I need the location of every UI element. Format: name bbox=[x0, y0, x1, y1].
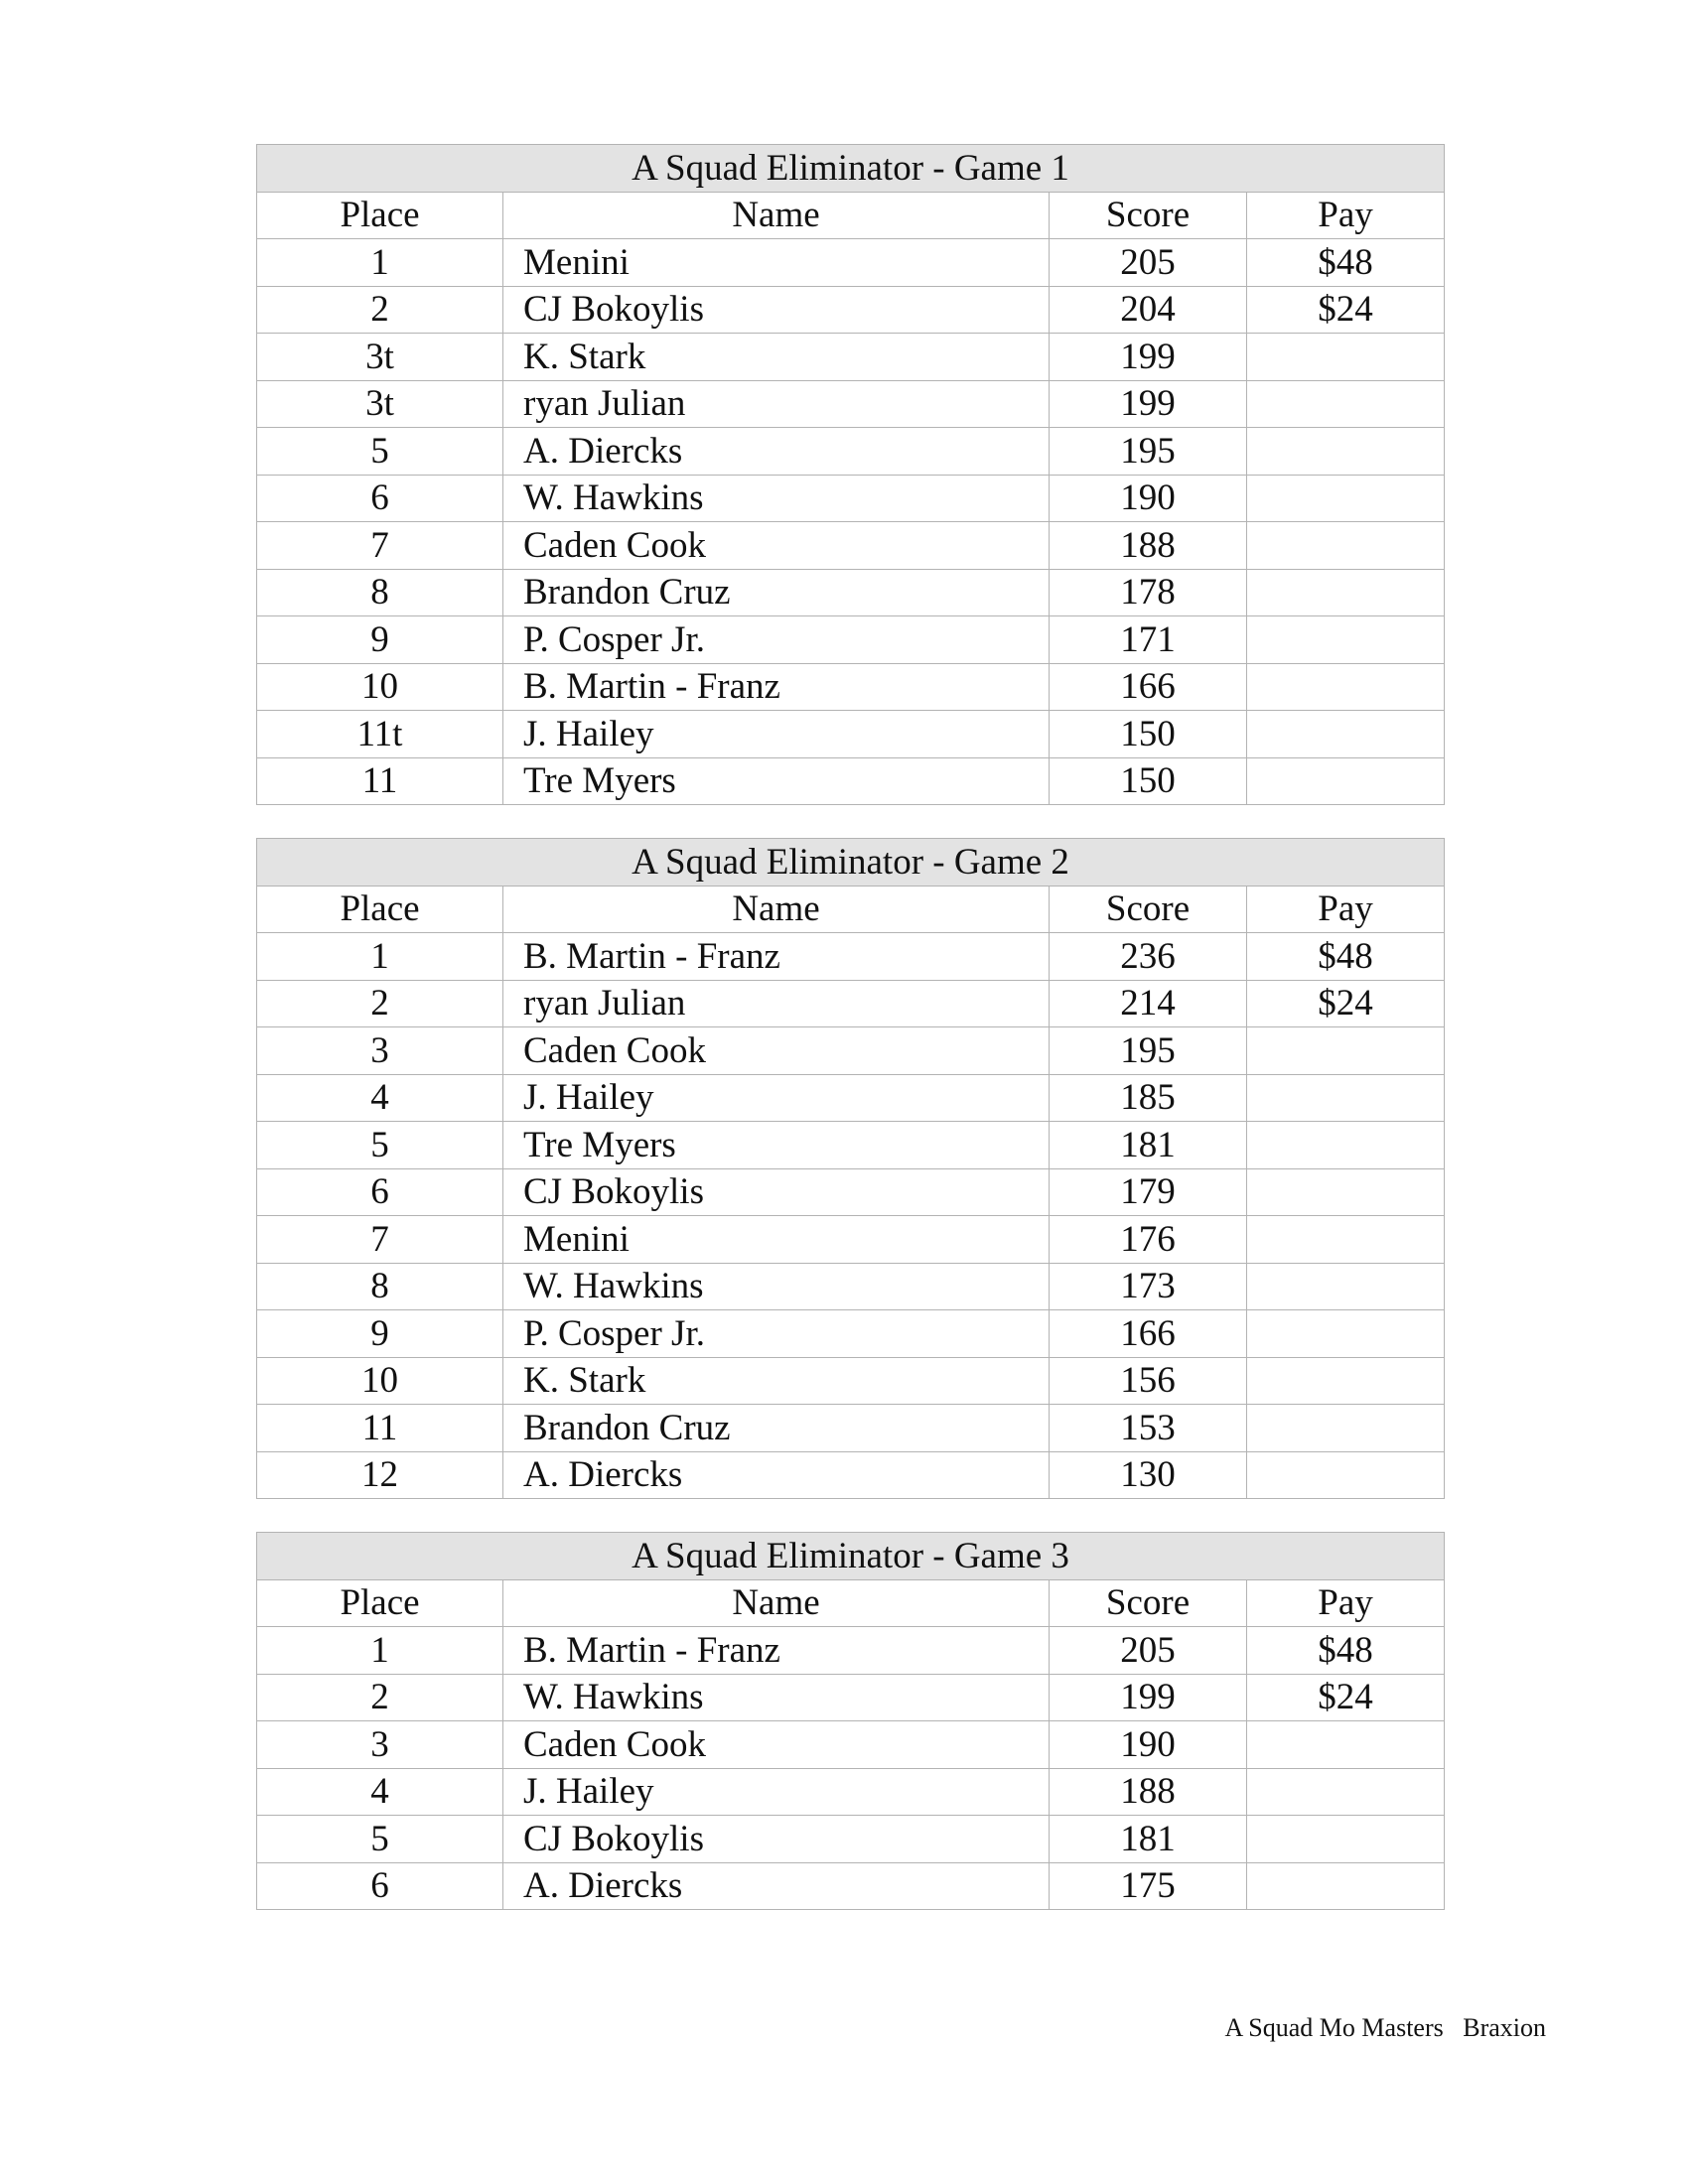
table-row bbox=[257, 569, 1445, 616]
table-row bbox=[257, 1168, 1445, 1216]
results-table-game-1 bbox=[256, 144, 1445, 805]
column-header-place: Place bbox=[257, 1579, 503, 1627]
score-cell: 195 bbox=[1050, 428, 1247, 476]
name-cell: Brandon Cruz bbox=[503, 1405, 1050, 1452]
name-cell: Caden Cook bbox=[503, 1721, 1050, 1769]
column-header-name: Name bbox=[503, 886, 1050, 933]
pay-cell: $24 bbox=[1247, 1674, 1445, 1721]
score-cell: 179 bbox=[1050, 1168, 1247, 1216]
score-cell: 236 bbox=[1050, 933, 1247, 981]
table-row bbox=[257, 1027, 1445, 1075]
table-row bbox=[257, 757, 1445, 805]
table-header-row bbox=[257, 192, 1445, 239]
table-header-row bbox=[257, 1579, 1445, 1627]
name-cell: ryan Julian bbox=[503, 980, 1050, 1027]
name-cell: Menini bbox=[503, 239, 1050, 287]
place-cell: 2 bbox=[257, 980, 503, 1027]
table-row bbox=[257, 475, 1445, 522]
place-cell: 1 bbox=[257, 933, 503, 981]
column-header-place: Place bbox=[257, 886, 503, 933]
score-cell: 188 bbox=[1050, 522, 1247, 570]
pay-cell bbox=[1247, 757, 1445, 805]
column-header-name: Name bbox=[503, 1579, 1050, 1627]
pay-cell bbox=[1247, 1862, 1445, 1910]
table-row bbox=[257, 1816, 1445, 1863]
pay-cell bbox=[1247, 1027, 1445, 1075]
name-cell: B. Martin - Franz bbox=[503, 663, 1050, 711]
name-cell: CJ Bokoylis bbox=[503, 1816, 1050, 1863]
place-cell: 8 bbox=[257, 569, 503, 616]
place-cell: 5 bbox=[257, 1816, 503, 1863]
column-header-score: Score bbox=[1050, 886, 1247, 933]
place-cell: 3 bbox=[257, 1721, 503, 1769]
place-cell: 11t bbox=[257, 711, 503, 758]
score-cell: 204 bbox=[1050, 286, 1247, 334]
place-cell: 9 bbox=[257, 1310, 503, 1358]
table-header-row bbox=[257, 886, 1445, 933]
pay-cell bbox=[1247, 334, 1445, 381]
place-cell: 6 bbox=[257, 1168, 503, 1216]
name-cell: J. Hailey bbox=[503, 711, 1050, 758]
column-header-score: Score bbox=[1050, 192, 1247, 239]
name-cell: Menini bbox=[503, 1216, 1050, 1264]
table-row bbox=[257, 1405, 1445, 1452]
place-cell: 6 bbox=[257, 475, 503, 522]
column-header-pay: Pay bbox=[1247, 886, 1445, 933]
pay-cell bbox=[1247, 1405, 1445, 1452]
footer-center-name: Braxion bbox=[1463, 2013, 1546, 2042]
pay-cell bbox=[1247, 663, 1445, 711]
name-cell: P. Cosper Jr. bbox=[503, 616, 1050, 664]
column-header-pay: Pay bbox=[1247, 1579, 1445, 1627]
table-row bbox=[257, 522, 1445, 570]
pay-cell bbox=[1247, 711, 1445, 758]
pay-cell bbox=[1247, 380, 1445, 428]
place-cell: 5 bbox=[257, 1122, 503, 1169]
column-header-place: Place bbox=[257, 192, 503, 239]
score-cell: 166 bbox=[1050, 1310, 1247, 1358]
pay-cell bbox=[1247, 569, 1445, 616]
pay-cell bbox=[1247, 1816, 1445, 1863]
score-cell: 205 bbox=[1050, 1627, 1247, 1675]
table-row bbox=[257, 980, 1445, 1027]
table-title: A Squad Eliminator - Game 2 bbox=[257, 839, 1445, 887]
pay-cell bbox=[1247, 1074, 1445, 1122]
pay-cell bbox=[1247, 475, 1445, 522]
name-cell: W. Hawkins bbox=[503, 1674, 1050, 1721]
place-cell: 3t bbox=[257, 334, 503, 381]
table-row bbox=[257, 334, 1445, 381]
pay-cell bbox=[1247, 1216, 1445, 1264]
table-body bbox=[257, 1627, 1445, 1910]
place-cell: 10 bbox=[257, 663, 503, 711]
table-row bbox=[257, 616, 1445, 664]
place-cell: 3 bbox=[257, 1027, 503, 1075]
name-cell: J. Hailey bbox=[503, 1074, 1050, 1122]
score-cell: 188 bbox=[1050, 1768, 1247, 1816]
name-cell: K. Stark bbox=[503, 334, 1050, 381]
name-cell: CJ Bokoylis bbox=[503, 286, 1050, 334]
place-cell: 3t bbox=[257, 380, 503, 428]
pay-cell bbox=[1247, 1357, 1445, 1405]
score-cell: 199 bbox=[1050, 334, 1247, 381]
table-row bbox=[257, 428, 1445, 476]
table-title-row bbox=[257, 145, 1445, 193]
place-cell: 2 bbox=[257, 286, 503, 334]
place-cell: 9 bbox=[257, 616, 503, 664]
table-row bbox=[257, 1674, 1445, 1721]
table-row bbox=[257, 1122, 1445, 1169]
pay-cell: $48 bbox=[1247, 933, 1445, 981]
name-cell: Caden Cook bbox=[503, 522, 1050, 570]
name-cell: A. Diercks bbox=[503, 428, 1050, 476]
name-cell: Brandon Cruz bbox=[503, 569, 1050, 616]
name-cell: Tre Myers bbox=[503, 1122, 1050, 1169]
table-row bbox=[257, 1357, 1445, 1405]
table-row bbox=[257, 380, 1445, 428]
pay-cell: $24 bbox=[1247, 980, 1445, 1027]
pay-cell bbox=[1247, 1451, 1445, 1499]
name-cell: Caden Cook bbox=[503, 1027, 1050, 1075]
score-cell: 173 bbox=[1050, 1263, 1247, 1310]
score-cell: 214 bbox=[1050, 980, 1247, 1027]
score-cell: 205 bbox=[1050, 239, 1247, 287]
score-cell: 156 bbox=[1050, 1357, 1247, 1405]
name-cell: W. Hawkins bbox=[503, 1263, 1050, 1310]
name-cell: Tre Myers bbox=[503, 757, 1050, 805]
score-cell: 199 bbox=[1050, 1674, 1247, 1721]
score-cell: 178 bbox=[1050, 569, 1247, 616]
name-cell: A. Diercks bbox=[503, 1862, 1050, 1910]
score-cell: 150 bbox=[1050, 757, 1247, 805]
page-footer bbox=[1224, 2013, 1546, 2043]
place-cell: 11 bbox=[257, 757, 503, 805]
score-cell: 181 bbox=[1050, 1816, 1247, 1863]
place-cell: 1 bbox=[257, 1627, 503, 1675]
place-cell: 5 bbox=[257, 428, 503, 476]
table-row bbox=[257, 933, 1445, 981]
place-cell: 4 bbox=[257, 1768, 503, 1816]
table-row bbox=[257, 1074, 1445, 1122]
table-row bbox=[257, 1627, 1445, 1675]
table-title-row bbox=[257, 839, 1445, 887]
score-cell: 199 bbox=[1050, 380, 1247, 428]
pay-cell bbox=[1247, 1122, 1445, 1169]
pay-cell bbox=[1247, 1168, 1445, 1216]
name-cell: ryan Julian bbox=[503, 380, 1050, 428]
table-title: A Squad Eliminator - Game 3 bbox=[257, 1533, 1445, 1580]
column-header-pay: Pay bbox=[1247, 192, 1445, 239]
name-cell: K. Stark bbox=[503, 1357, 1050, 1405]
name-cell: B. Martin - Franz bbox=[503, 1627, 1050, 1675]
table-body bbox=[257, 239, 1445, 805]
place-cell: 10 bbox=[257, 1357, 503, 1405]
score-cell: 171 bbox=[1050, 616, 1247, 664]
table-row bbox=[257, 239, 1445, 287]
table-row bbox=[257, 286, 1445, 334]
score-cell: 176 bbox=[1050, 1216, 1247, 1264]
table-row bbox=[257, 1216, 1445, 1264]
pay-cell bbox=[1247, 428, 1445, 476]
place-cell: 4 bbox=[257, 1074, 503, 1122]
results-table-game-3 bbox=[256, 1532, 1445, 1910]
table-row bbox=[257, 1451, 1445, 1499]
score-cell: 181 bbox=[1050, 1122, 1247, 1169]
score-cell: 150 bbox=[1050, 711, 1247, 758]
score-cell: 166 bbox=[1050, 663, 1247, 711]
table-title-row bbox=[257, 1533, 1445, 1580]
score-cell: 130 bbox=[1050, 1451, 1247, 1499]
column-header-score: Score bbox=[1050, 1579, 1247, 1627]
score-cell: 190 bbox=[1050, 475, 1247, 522]
score-cell: 153 bbox=[1050, 1405, 1247, 1452]
name-cell: J. Hailey bbox=[503, 1768, 1050, 1816]
table-row bbox=[257, 663, 1445, 711]
pay-cell bbox=[1247, 1768, 1445, 1816]
table-row bbox=[257, 1263, 1445, 1310]
table-row bbox=[257, 1310, 1445, 1358]
pay-cell bbox=[1247, 1310, 1445, 1358]
table-row bbox=[257, 1862, 1445, 1910]
pay-cell bbox=[1247, 1721, 1445, 1769]
score-cell: 190 bbox=[1050, 1721, 1247, 1769]
pay-cell bbox=[1247, 616, 1445, 664]
pay-cell: $24 bbox=[1247, 286, 1445, 334]
table-row bbox=[257, 1768, 1445, 1816]
table-row bbox=[257, 711, 1445, 758]
table-title: A Squad Eliminator - Game 1 bbox=[257, 145, 1445, 193]
name-cell: A. Diercks bbox=[503, 1451, 1050, 1499]
footer-league-name: A Squad Mo Masters bbox=[1224, 2013, 1444, 2042]
pay-cell bbox=[1247, 1263, 1445, 1310]
place-cell: 11 bbox=[257, 1405, 503, 1452]
place-cell: 6 bbox=[257, 1862, 503, 1910]
table-body bbox=[257, 933, 1445, 1499]
place-cell: 12 bbox=[257, 1451, 503, 1499]
place-cell: 7 bbox=[257, 522, 503, 570]
name-cell: W. Hawkins bbox=[503, 475, 1050, 522]
place-cell: 8 bbox=[257, 1263, 503, 1310]
place-cell: 2 bbox=[257, 1674, 503, 1721]
pay-cell: $48 bbox=[1247, 239, 1445, 287]
name-cell: B. Martin - Franz bbox=[503, 933, 1050, 981]
name-cell: P. Cosper Jr. bbox=[503, 1310, 1050, 1358]
score-cell: 195 bbox=[1050, 1027, 1247, 1075]
results-table-game-2 bbox=[256, 838, 1445, 1499]
place-cell: 1 bbox=[257, 239, 503, 287]
pay-cell: $48 bbox=[1247, 1627, 1445, 1675]
pay-cell bbox=[1247, 522, 1445, 570]
place-cell: 7 bbox=[257, 1216, 503, 1264]
name-cell: CJ Bokoylis bbox=[503, 1168, 1050, 1216]
score-cell: 185 bbox=[1050, 1074, 1247, 1122]
table-row bbox=[257, 1721, 1445, 1769]
score-cell: 175 bbox=[1050, 1862, 1247, 1910]
column-header-name: Name bbox=[503, 192, 1050, 239]
